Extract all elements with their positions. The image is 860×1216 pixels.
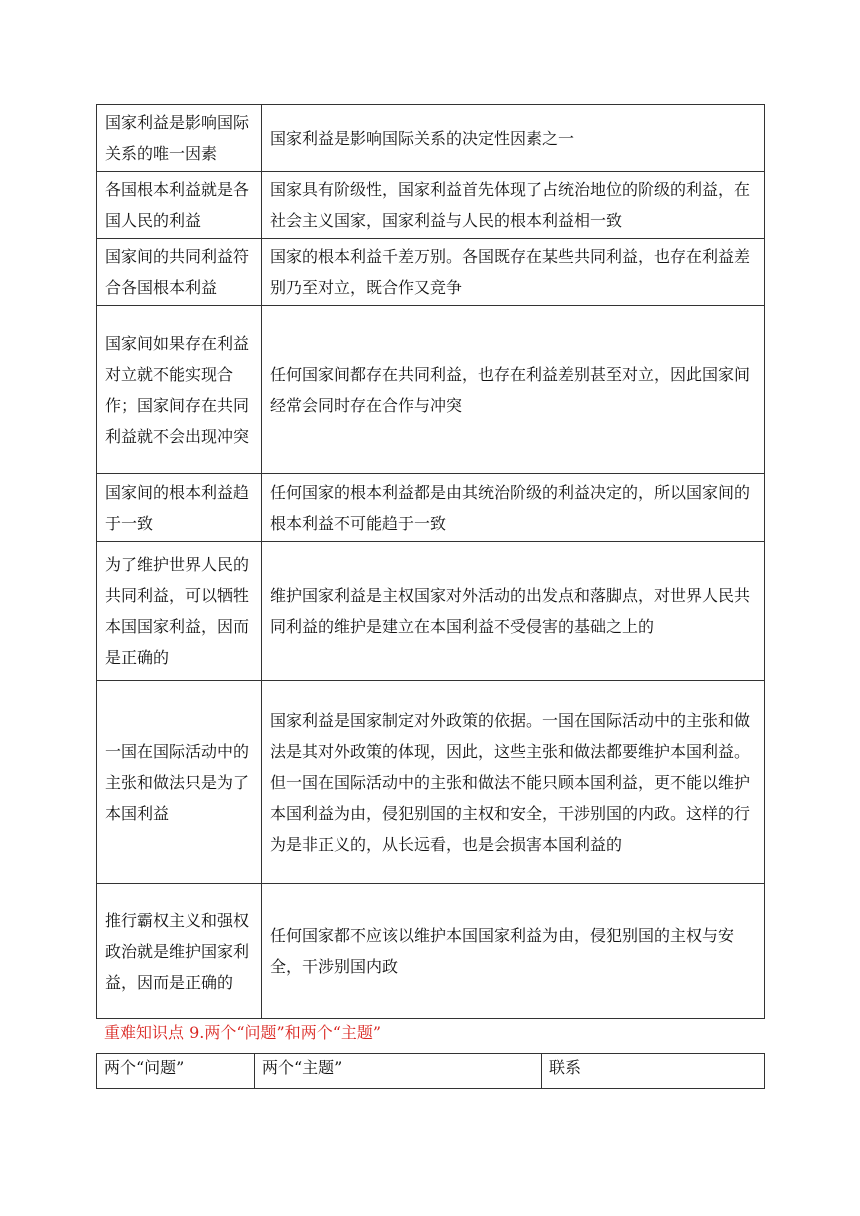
table-row: [97, 681, 765, 884]
error-cell: 国家间如果存在利益对立就不能实现合作；国家间存在共同利益就不会出现冲突: [97, 306, 262, 474]
error-cell: 国家间的根本利益趋于一致: [97, 474, 262, 542]
problems-themes-table: [96, 1053, 765, 1089]
table-row: [97, 239, 765, 306]
table-row: [97, 474, 765, 542]
table-row: [97, 306, 765, 474]
table-row: [97, 172, 765, 239]
correction-cell: 国家具有阶级性，国家利益首先体现了占统治地位的阶级的利益，在社会主义国家，国家利益与人民的根本利益相一致: [262, 172, 765, 239]
column-header-themes: 两个“主题”: [255, 1054, 542, 1089]
table-row: [97, 884, 765, 1019]
error-cell: 一国在国际活动中的主张和做法只是为了本国利益: [97, 681, 262, 884]
error-cell: 为了维护世界人民的共同利益，可以牺牲本国国家利益，因而是正确的: [97, 542, 262, 681]
correction-cell: 任何国家都不应该以维护本国国家利益为由，侵犯别国的主权与安全，干涉别国内政: [262, 884, 765, 1019]
correction-cell: 任何国家间都存在共同利益，也存在利益差别甚至对立，因此国家间经常会同时存在合作与冲突: [262, 306, 765, 474]
correction-cell: 国家利益是影响国际关系的决定性因素之一: [262, 105, 765, 172]
correction-cell: 国家利益是国家制定对外政策的依据。一国在国际活动中的主张和做法是其对外政策的体现，因此，这些主张和做法都要维护本国利益。但一国在国际活动中的主张和做法不能只顾本国利益，更不能以维护本国利益为由，侵犯别国的主权和安全，干涉别国的内政。这样的行为是非正义的，从长远看，也是会损害本国利益的: [262, 681, 765, 884]
table-row: [97, 542, 765, 681]
correction-cell: 国家的根本利益千差万别。各国既存在某些共同利益，也存在利益差别乃至对立，既合作又竞争: [262, 239, 765, 306]
table-row: [97, 105, 765, 172]
error-cell: 推行霸权主义和强权政治就是维护国家利益，因而是正确的: [97, 884, 262, 1019]
error-cell: 国家间的共同利益符合各国根本利益: [97, 239, 262, 306]
correction-cell: 任何国家的根本利益都是由其统治阶级的利益决定的，所以国家间的根本利益不可能趋于一致: [262, 474, 765, 542]
column-header-relation: 联系: [542, 1054, 765, 1089]
column-header-problems: 两个“问题”: [97, 1054, 255, 1089]
table-header-row: [97, 1054, 765, 1089]
error-cell: 国家利益是影响国际关系的唯一因素: [97, 105, 262, 172]
correction-cell: 维护国家利益是主权国家对外活动的出发点和落脚点，对世界人民共同利益的维护是建立在本国利益不受侵害的基础之上的: [262, 542, 765, 681]
error-correction-table: [96, 104, 765, 1019]
error-cell: 各国根本利益就是各国人民的利益: [97, 172, 262, 239]
section-heading: 重难知识点 9.两个“问题”和两个“主题”: [104, 1023, 382, 1042]
